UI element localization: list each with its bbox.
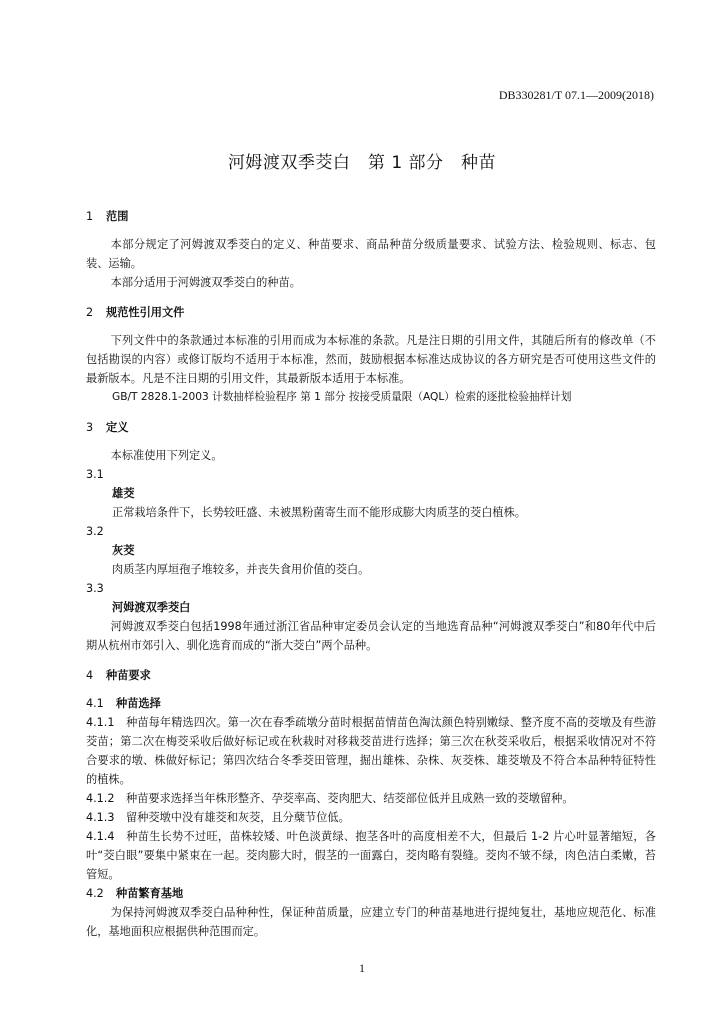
term-definition: 肉质茎内厚垣孢子堆较多，并丧失食用价值的茭白。 [112, 563, 370, 576]
clause [86, 808, 656, 827]
clause-text: 种苗要求选择当年株形整齐、孕茭率高、茭肉肥大、结茭部位低并且成熟一致的茭墩留种。 [126, 792, 574, 805]
clause-number: 4.1.3 [86, 811, 115, 824]
clause [86, 789, 656, 808]
subsection-number: 4.1 [86, 697, 104, 710]
section-number: 2 [86, 306, 94, 319]
paragraph: 本部分规定了河姆渡双季茭白的定义、种苗要求、商品种苗分级质量要求、试验方法、检验规则、标志、包装、运输。 [86, 238, 656, 270]
section-heading-scope [86, 208, 656, 226]
paragraph: 为保持河姆渡双季茭白品种种性，保证种苗质量，应建立专门的种苗基地进行提纯复壮，基地应规范化、标准化，基地面积应根据供种范围而定。 [86, 906, 656, 938]
term-name: 雄茭 [112, 487, 135, 500]
section-number: 4 [86, 669, 94, 682]
clause-number: 4.1.2 [86, 792, 115, 805]
clause-number: 4.1.1 [86, 716, 115, 729]
section-title: 规范性引用文件 [106, 306, 185, 319]
subsection-title: 种苗繁育基地 [116, 887, 184, 900]
clause-text: 种苗每年精选四次。第一次在春季疏墩分苗时根据苗情苗色淘汰颜色特别嫩绿、整齐度不高的茭墩及有些游茭苗；第二次在梅茭采收后做好标记或在秋栽时对移栽茭苗进行选择；第三次在秋茭采收后，根据采收情况对不符合要求的墩、株做好标记；第四次结合冬季茭田管理，掘出雄株、杂株、灰茭株、雄茭墩及不符合本品种特征特性的植株。 [86, 716, 656, 786]
term-definition: 河姆渡双季茭白包括1998年通过浙江省品种审定委员会认定的当地选育品种“河姆渡双季茭白”和80年代中后期从杭州市郊引入、驯化选育而成的“浙大茭白”两个品种。 [86, 620, 656, 652]
term-number: 3.1 [86, 468, 104, 481]
paragraph: 本部分适用于河姆渡双季茭白的种苗。 [110, 276, 301, 289]
clause-text: 留种茭墩中没有雄茭和灰茭，且分蘖节位低。 [126, 811, 350, 824]
section-title: 范围 [106, 210, 129, 223]
term-name: 灰茭 [112, 544, 135, 557]
document-body [86, 208, 656, 941]
subsection-heading [86, 884, 656, 903]
term-number: 3.3 [86, 582, 104, 595]
section-number: 3 [86, 421, 94, 434]
standard-code: DB330281/T 07.1—2009(2018) [498, 88, 654, 102]
section-title: 定义 [106, 421, 129, 434]
section-heading-seedling-requirements [86, 667, 656, 685]
paragraph: 下列文件中的条款通过本标准的引用而成为本标准的条款。凡是注日期的引用文件，其随后所有的修改单（不包括勘误的内容）或修订版均不适用于本标准，然而，鼓励根据本标准达成协议的各方研究是否可使用这些文件的最新版本。凡是不注日期的引用文件，其最新版本适用于本标准。 [86, 334, 656, 385]
reference-entry: GB/T 2828.1-2003 计数抽样检验程序 第 1 部分 按接受质量限（AQL）检索的逐批检验抽样计划 [112, 391, 572, 403]
clause [86, 713, 656, 789]
term-definition: 正常栽培条件下，长势较旺盛、未被黑粉菌寄生而不能形成膨大肉质茎的茭白植株。 [112, 506, 526, 519]
page-title: 河姆渡双季茭白 第 1 部分 种苗 [227, 153, 497, 173]
section-title: 种苗要求 [106, 669, 151, 682]
subsection-heading [86, 694, 656, 713]
section-number: 1 [86, 210, 94, 223]
clause [86, 827, 656, 884]
page-number: 1 [359, 961, 365, 975]
term-name: 河姆渡双季茭白 [112, 601, 191, 614]
clause-text: 种苗生长势不过旺，苗株较矮、叶色淡黄绿、抱茎各叶的高度相差不大，但最后 1-2 片心叶显著缩短，各叶“茭白眼”要集中紧束在一起。茭肉膨大时，假茎的一面露白，茭肉略有裂缝。茭肉不皱不绿，肉色洁白柔嫩，苔管短。 [86, 830, 656, 881]
section-heading-definitions [86, 419, 656, 437]
term-number: 3.2 [86, 525, 104, 538]
paragraph: 本标准使用下列定义。 [110, 449, 223, 462]
section-heading-normative-references [86, 304, 656, 322]
subsection-number: 4.2 [86, 887, 104, 900]
clause-number: 4.1.4 [86, 830, 115, 843]
subsection-title: 种苗选择 [116, 697, 161, 710]
